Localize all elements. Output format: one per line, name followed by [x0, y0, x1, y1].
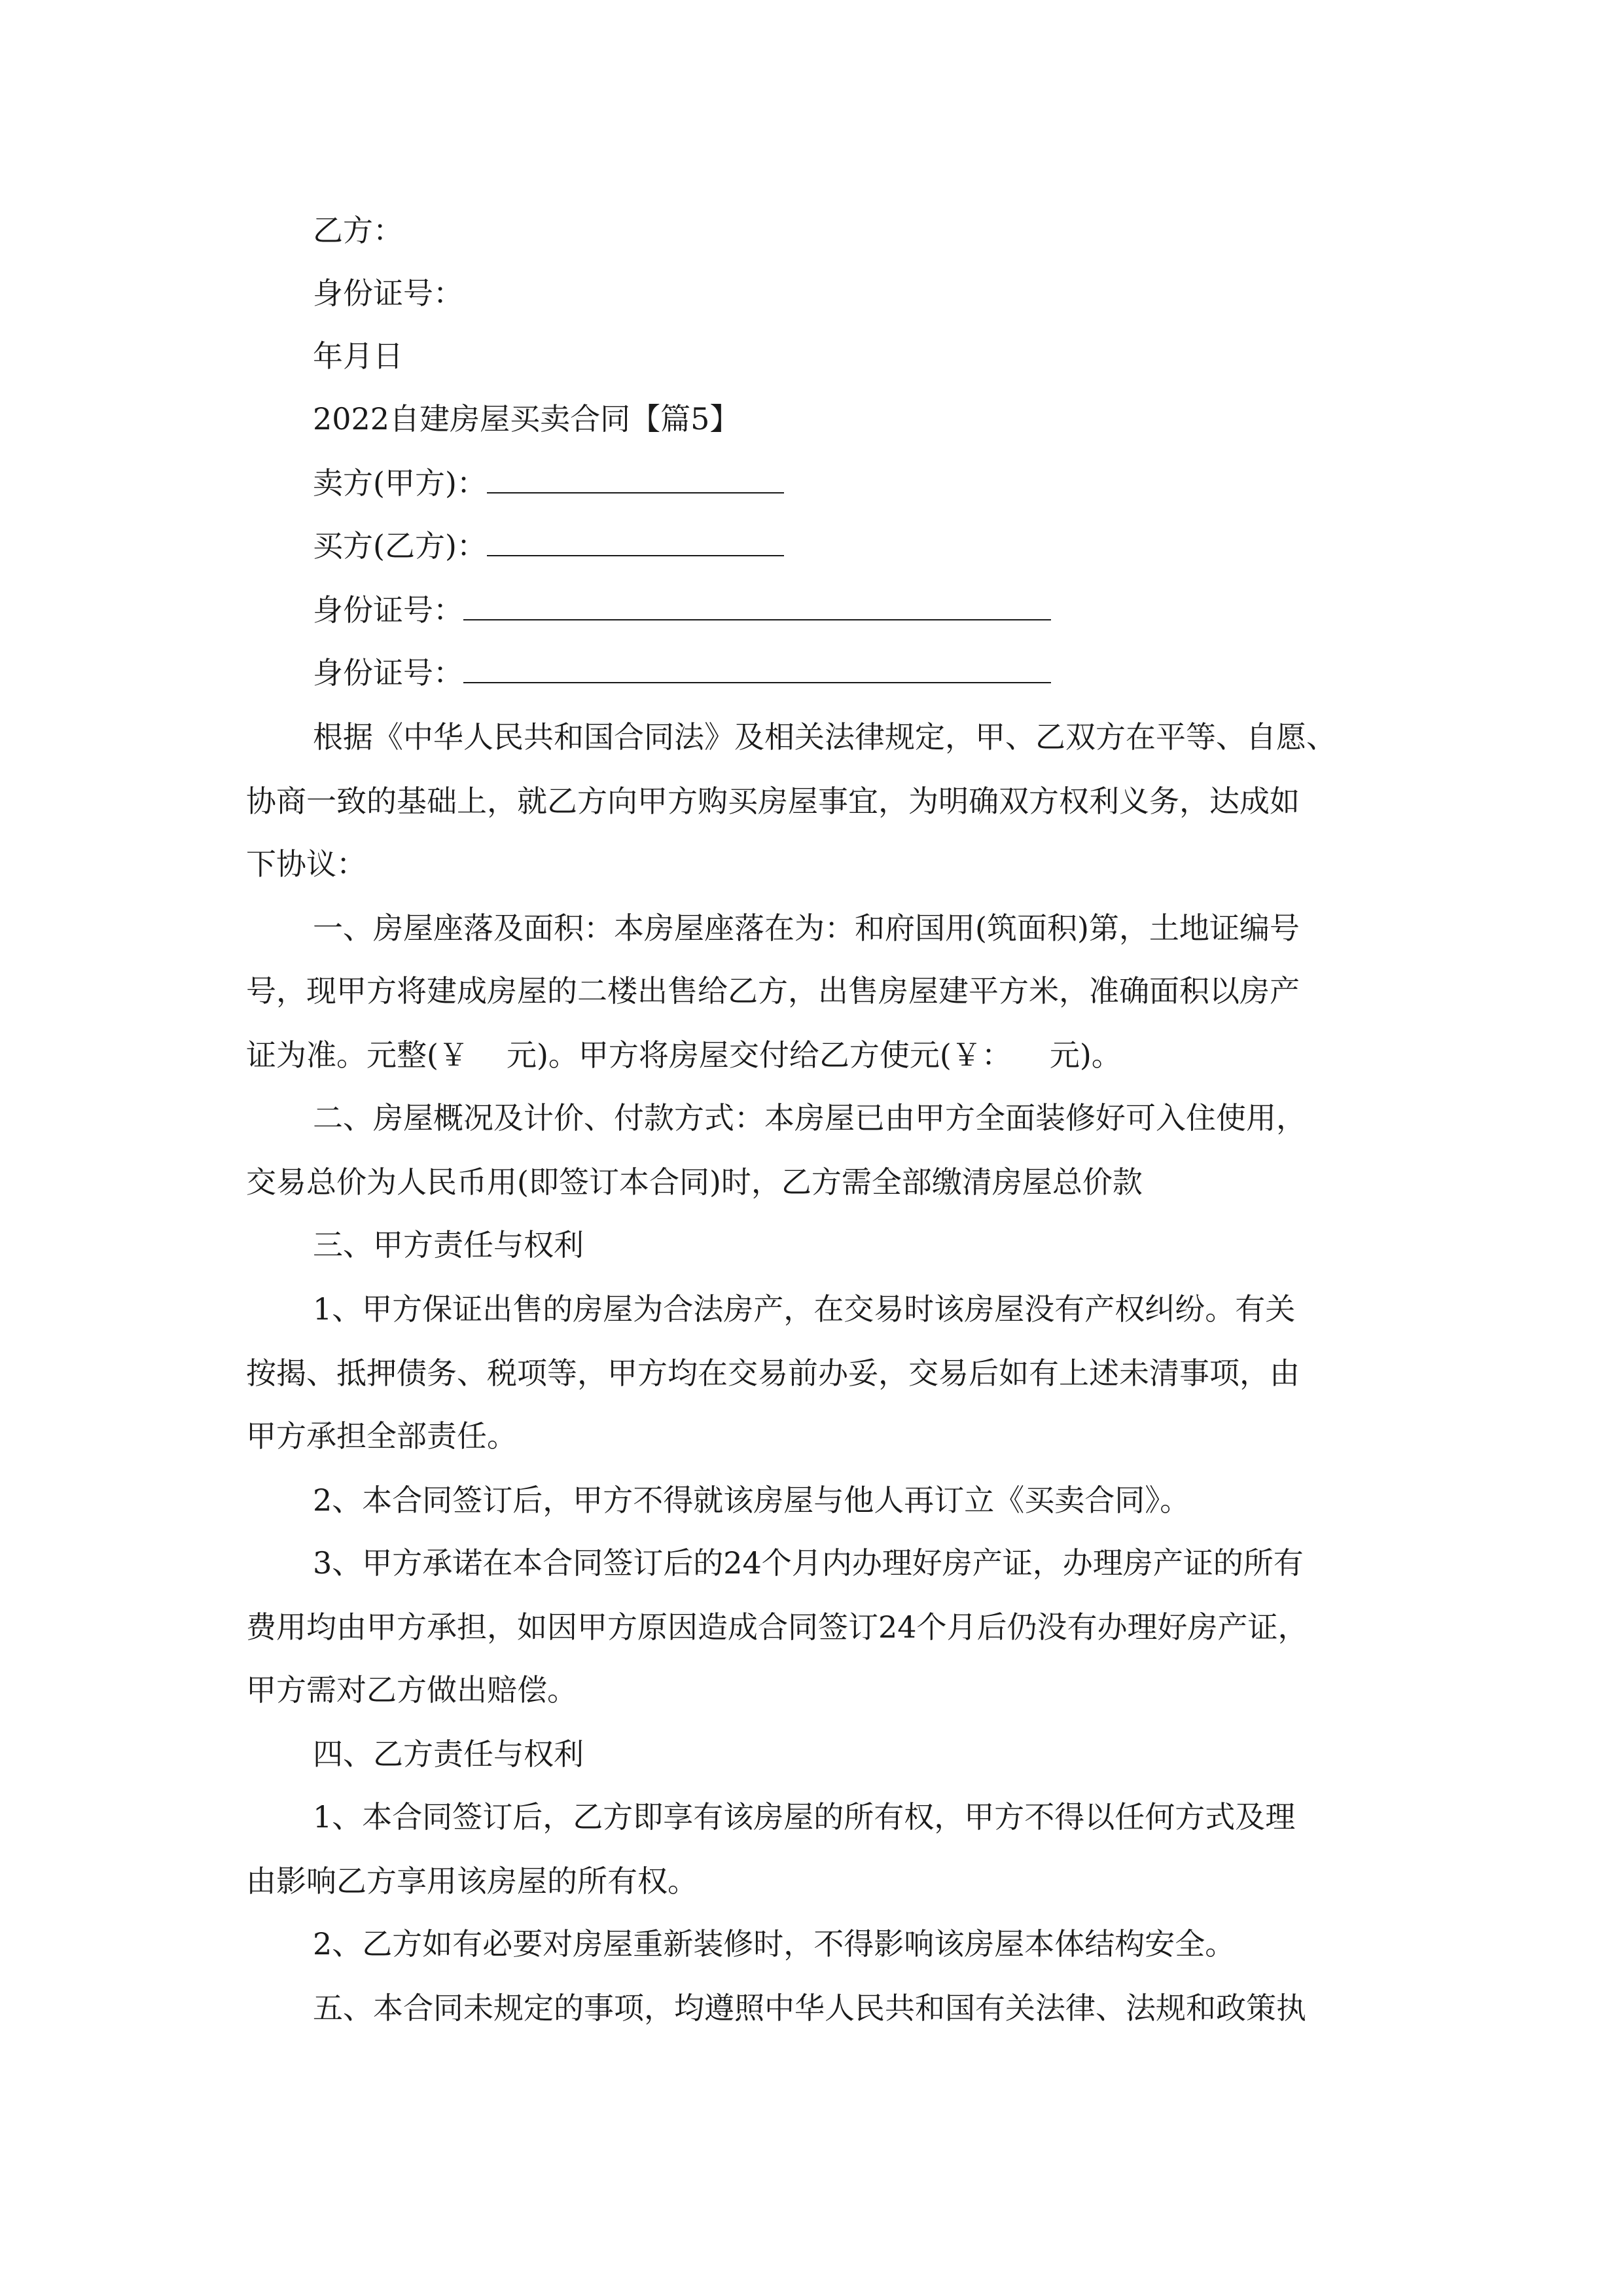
paragraph-line: 费用均由甲方承担，如因甲方原因造成合同签订24个月后仍没有办理好房产证，	[246, 1609, 1308, 1645]
party-b-label: 乙方：	[313, 213, 403, 248]
buyer-label: 买方(乙方)：	[313, 528, 487, 564]
paragraph-line: 甲方需对乙方做出赔偿。	[246, 1672, 577, 1708]
paragraph-line: 五、本合同未规定的事项，均遵照中华人民共和国有关法律、法规和政策执	[313, 1990, 1306, 2026]
seller-id-blank-line	[463, 597, 1051, 620]
paragraph-line: 协商一致的基础上，就乙方向甲方购买房屋事宜，为明确双方权利义务，达成如	[246, 783, 1300, 819]
date-label: 年月日	[313, 338, 403, 374]
text-segment: 元)。甲方将房屋交付给乙方使元(￥：	[506, 1037, 1012, 1073]
paragraph-line: 2、本合同签订后，甲方不得就该房屋与他人再订立《买卖合同》。	[313, 1482, 1190, 1518]
paragraph-line: 根据《中华人民共和国合同法》及相关法律规定，甲、乙双方在平等、自愿、	[313, 719, 1336, 755]
paragraph-line: 按揭、抵押债务、税项等，甲方均在交易前办妥，交易后如有上述未清事项，由	[246, 1355, 1300, 1391]
seller-field	[313, 463, 1444, 503]
text-segment: 元)。	[1049, 1037, 1122, 1073]
id-number-label: 身份证号：	[313, 276, 463, 311]
section-heading: 四、乙方责任与权利	[313, 1736, 584, 1772]
seller-label: 卖方(甲方)：	[313, 465, 487, 501]
paragraph-line: 号，现甲方将建成房屋的二楼出售给乙方，出售房屋建平方米，准确面积以房产	[246, 973, 1300, 1009]
seller-blank-line	[487, 470, 784, 493]
buyer-blank-line	[487, 533, 784, 556]
text-segment: 证为准。元整(￥	[246, 1037, 469, 1073]
buyer-field	[313, 526, 1444, 565]
paragraph-line: 1、本合同签订后，乙方即享有该房屋的所有权，甲方不得以任何方式及理	[313, 1799, 1296, 1835]
paragraph-line: 交易总价为人民币用(即签订本合同)时，乙方需全部缴清房屋总价款	[246, 1164, 1143, 1200]
paragraph-line: 二、房屋概况及计价、付款方式：本房屋已由甲方全面装修好可入住使用，	[313, 1100, 1306, 1136]
buyer-id-blank-line	[463, 660, 1051, 683]
paragraph-line: 下协议：	[246, 846, 366, 882]
section-heading: 三、甲方责任与权利	[313, 1227, 584, 1263]
seller-id-field	[313, 590, 1444, 630]
paragraph-line: 1、甲方保证出售的房屋为合法房产，在交易时该房屋没有产权纠纷。有关	[313, 1291, 1296, 1327]
section-title: 2022自建房屋买卖合同【篇5】	[313, 401, 740, 437]
paragraph-line: 2、乙方如有必要对房屋重新装修时，不得影响该房屋本体结构安全。	[313, 1926, 1236, 1962]
paragraph-line: 甲方承担全部责任。	[246, 1418, 517, 1454]
paragraph-line	[246, 1035, 1377, 1075]
seller-id-label: 身份证号：	[313, 592, 463, 628]
paragraph-line: 由影响乙方享用该房屋的所有权。	[246, 1863, 698, 1899]
paragraph-line: 一、房屋座落及面积：本房屋座落在为：和府国用(筑面积)第，土地证编号	[313, 910, 1300, 946]
buyer-id-field	[313, 653, 1444, 692]
buyer-id-label: 身份证号：	[313, 655, 463, 691]
paragraph-line: 3、甲方承诺在本合同签订后的24个月内办理好房产证，办理房产证的所有	[313, 1545, 1304, 1581]
